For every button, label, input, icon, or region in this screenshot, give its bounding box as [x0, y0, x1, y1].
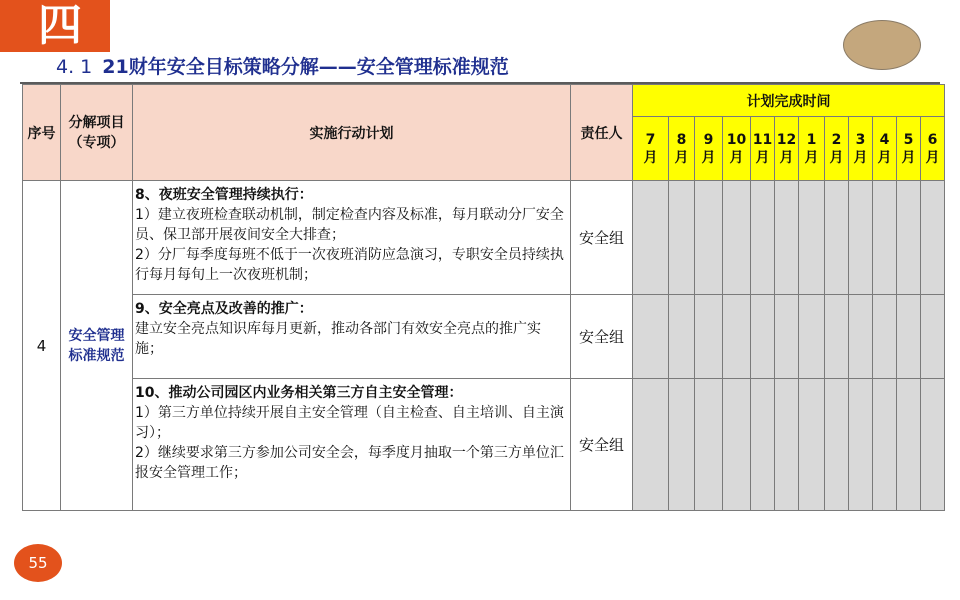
schedule-cell — [825, 295, 849, 379]
schedule-cell — [669, 181, 695, 295]
schedule-cell — [751, 181, 775, 295]
chapter-badge — [0, 0, 110, 52]
plan-cell — [133, 181, 571, 295]
month-header-5: 12 月 — [775, 117, 799, 181]
schedule-cell — [921, 181, 945, 295]
schedule-cell — [849, 295, 873, 379]
header-item: 分解项目 （专项） — [61, 85, 133, 181]
plan-line: 建立安全亮点知识库每月更新，推动各部门有效安全亮点的推广实施； — [135, 321, 541, 357]
section-title: 21财年安全目标策略分解——安全管理标准规范 — [102, 56, 509, 78]
owner-cell: 安全组 — [571, 295, 633, 379]
schedule-cell — [897, 181, 921, 295]
schedule-cell — [695, 379, 723, 511]
month-header-10: 5 月 — [897, 117, 921, 181]
plan-cell — [133, 379, 571, 511]
schedule-cell — [775, 379, 799, 511]
plan-cell — [133, 295, 571, 379]
schedule-cell — [799, 295, 825, 379]
page-title — [56, 52, 509, 79]
month-header-11: 6 月 — [921, 117, 945, 181]
schedule-cell — [897, 379, 921, 511]
schedule-cell — [751, 295, 775, 379]
month-header-2: 9 月 — [695, 117, 723, 181]
decorative-oval-shape — [843, 20, 921, 70]
item-cell: 安全管理 标准规范 — [61, 181, 133, 511]
plan-line: 1）建立夜班检查联动机制，制定检查内容及标准，每月联动分厂安全员、保卫部开展夜间安全大排查； — [135, 207, 564, 243]
schedule-cell — [873, 181, 897, 295]
schedule-cell — [695, 295, 723, 379]
page-number-badge — [14, 544, 62, 582]
month-header-4: 11 月 — [751, 117, 775, 181]
month-header-6: 1 月 — [799, 117, 825, 181]
schedule-cell — [799, 379, 825, 511]
month-header-9: 4 月 — [873, 117, 897, 181]
schedule-cell — [873, 379, 897, 511]
schedule-cell — [775, 295, 799, 379]
plan-line: 1）第三方单位持续开展自主安全管理（自主检查、自主培训、自主演习）； — [135, 405, 564, 441]
plan-title: 8、夜班安全管理持续执行： — [135, 187, 313, 203]
header-plan: 实施行动计划 — [133, 85, 571, 181]
page-number: 55 — [28, 554, 48, 572]
month-header-0: 7 月 — [633, 117, 669, 181]
schedule-cell — [669, 379, 695, 511]
schedule-cell — [723, 379, 751, 511]
schedule-cell — [695, 181, 723, 295]
plan-line: 2）继续要求第三方参加公司安全会，每季度月抽取一个第三方单位汇报安全管理工作； — [135, 445, 564, 481]
schedule-cell — [849, 181, 873, 295]
header-schedule: 计划完成时间 — [633, 85, 945, 117]
owner-cell: 安全组 — [571, 379, 633, 511]
header-seq: 序号 — [23, 85, 61, 181]
schedule-cell — [723, 181, 751, 295]
schedule-cell — [775, 181, 799, 295]
schedule-cell — [669, 295, 695, 379]
seq-cell: 4 — [23, 181, 61, 511]
schedule-cell — [751, 379, 775, 511]
plan-title: 9、安全亮点及改善的推广： — [135, 301, 313, 317]
schedule-cell — [799, 181, 825, 295]
month-header-7: 2 月 — [825, 117, 849, 181]
schedule-cell — [849, 379, 873, 511]
section-number: 4. 1 — [56, 56, 93, 78]
plan-line: 2）分厂每季度每班不低于一次夜班消防应急演习，专职安全员持续执行每月每旬上一次夜班机制； — [135, 247, 564, 283]
header-owner: 责任人 — [571, 85, 633, 181]
schedule-cell — [897, 295, 921, 379]
plan-table — [22, 84, 945, 511]
schedule-cell — [921, 379, 945, 511]
schedule-cell — [723, 295, 751, 379]
schedule-cell — [825, 379, 849, 511]
schedule-cell — [825, 181, 849, 295]
schedule-cell — [633, 181, 669, 295]
schedule-cell — [921, 295, 945, 379]
schedule-cell — [633, 295, 669, 379]
schedule-cell — [633, 379, 669, 511]
chapter-char: 四 — [38, 0, 82, 51]
owner-cell: 安全组 — [571, 181, 633, 295]
month-header-3: 10 月 — [723, 117, 751, 181]
plan-title: 10、推动公司园区内业务相关第三方自主安全管理： — [135, 385, 463, 401]
month-header-1: 8 月 — [669, 117, 695, 181]
month-header-8: 3 月 — [849, 117, 873, 181]
schedule-cell — [873, 295, 897, 379]
